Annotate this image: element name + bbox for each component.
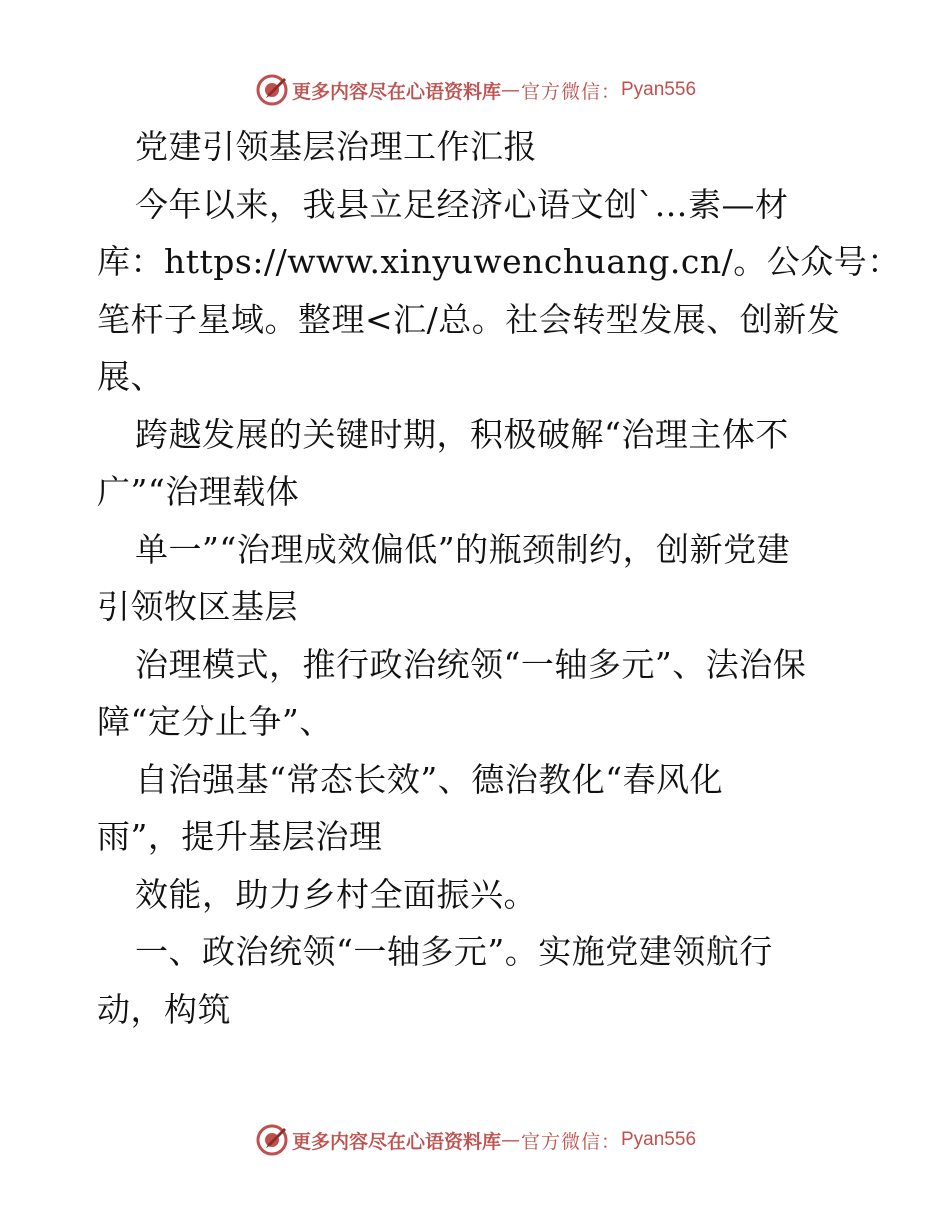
document-title: 党建引领基层治理工作汇报 — [135, 127, 537, 166]
text-line: 引领牧区基层 — [97, 587, 298, 626]
text-line: 跨越发展的关键时期，积极破解“治理主体不 — [135, 414, 789, 454]
watermark-wechat-id: Pyan556 — [621, 1129, 697, 1150]
watermark-dash: — — [500, 1129, 521, 1151]
text-line: 今年以来，我县立足经济心语文创`…素—材 — [135, 184, 789, 224]
text-line: 单一”“治理成效偏低”的瓶颈制约，创新党建 — [135, 529, 791, 569]
watermark-sub-text: 官方微信： — [520, 80, 621, 103]
footer-watermark — [0, 1120, 950, 1160]
text-line: 动，构筑 — [97, 989, 231, 1029]
watermark-main-text: 更多内容尽在心语资料库 — [291, 80, 501, 103]
watermark-dash: — — [500, 79, 521, 101]
seal-logo-icon — [254, 72, 290, 108]
header-watermark — [0, 70, 950, 110]
section-heading-line: 一、政治统领“一轴多元”。实施党建领航行 — [135, 932, 773, 971]
watermark-main-text: 更多内容尽在心语资料库 — [291, 1130, 501, 1153]
text-line: 库：https://www.xinyuwenchuang.cn/。公众号： — [97, 242, 901, 281]
text-line: 雨”，提升基层治理 — [97, 817, 383, 856]
text-line: 效能，助力乡村全面振兴。 — [135, 874, 537, 914]
text-line: 治理模式，推行政治统领“一轴多元”、法治保 — [135, 644, 807, 684]
seal-logo-icon — [254, 1122, 290, 1158]
text-line: 展、 — [97, 357, 164, 396]
text-line: 障“定分止争”、 — [97, 702, 333, 741]
document-body — [97, 118, 901, 1038]
watermark-wechat-id: Pyan556 — [621, 79, 697, 100]
text-line: 自治强基“常态长效”、德治教化“春风化 — [135, 759, 724, 799]
text-line: 笔杆子星域。整理<汇/总。社会转型发展、创新发 — [97, 299, 841, 339]
watermark-sub-text: 官方微信： — [520, 1130, 621, 1153]
text-line: 广”“治理载体 — [97, 472, 300, 511]
